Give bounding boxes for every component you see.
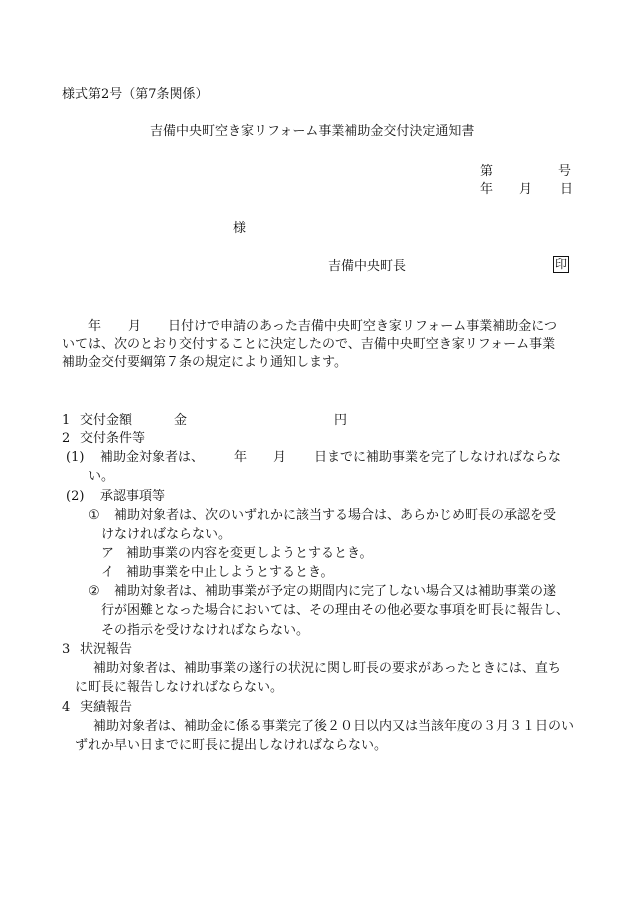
item2-number: 2 (62, 431, 71, 446)
item3-line1: 補助対象者は、補助事業の遂行の状況に関し町長の要求があったときには、直ち (93, 661, 561, 676)
item2-sub1-month: 月 (273, 450, 287, 465)
item2-c1-number: ① (88, 508, 100, 523)
date-day: 日 (560, 182, 574, 197)
number-prefix: 第 (480, 164, 494, 179)
item4-label: 実績報告 (80, 700, 133, 715)
item3-number: 3 (62, 642, 71, 657)
intro-line3: 補助金交付要綱第７条の規定により通知します。 (62, 355, 347, 370)
item3-label: 状況報告 (80, 642, 133, 657)
date-year: 年 (480, 182, 494, 197)
item4-line2: ずれか早い日までに町長に提出しなければならない。 (75, 738, 388, 753)
issuer: 吉備中央町長 (328, 259, 407, 274)
seal-stamp: 印 (554, 257, 567, 271)
item2-c1-a-text: 補助事業の内容を変更しようとするとき。 (126, 546, 373, 561)
item4-line1: 補助対象者は、補助金に係る事業完了後２０日以内又は当該年度の３月３１日のい (93, 719, 575, 734)
item2-c1-i-kana: イ (101, 565, 115, 580)
item4-number: 4 (62, 700, 71, 715)
item1-label: 交付金額 (80, 413, 133, 428)
item2-sub1-part-b: 日までに補助事業を完了しなければならな (314, 450, 562, 465)
item2-c1-line2: けなければならない。 (101, 527, 232, 542)
item2-sub2-number: (2) (66, 489, 85, 504)
item2-c2-line2: 行が困難となった場合においては、その理由その他必要な事項を町長に報告し、 (101, 603, 570, 618)
item3-line2: に町長に報告しなければならない。 (75, 680, 284, 695)
item2-c1-line1: 補助対象者は、次のいずれかに該当する場合は、あらかじめ町長の承認を受 (114, 508, 557, 523)
item2-c1-i-text: 補助事業を中止しようとするとき。 (126, 565, 334, 580)
item2-c2-line3: その指示を受けなければならない。 (101, 623, 310, 638)
item2-c1-a-kana: ア (101, 546, 115, 561)
item2-sub1-number: (1) (66, 450, 85, 465)
item2-sub1-year: 年 (234, 450, 248, 465)
item2-sub1-part-a: 補助金対象者は、 (100, 450, 205, 465)
addressee-honorific: 様 (233, 221, 247, 236)
item2-label: 交付条件等 (80, 431, 146, 446)
date-month: 月 (519, 182, 533, 197)
form-number: 様式第2号（第7条関係） (62, 87, 209, 102)
number-suffix: 号 (558, 164, 572, 179)
item2-c2-number: ② (88, 584, 100, 599)
item1-yen: 円 (334, 413, 348, 428)
item1-kin: 金 (174, 413, 188, 428)
intro-month: 月 (128, 319, 142, 334)
intro-line1: 日付けで申請のあった吉備中央町空き家リフォーム事業補助金につ (168, 319, 557, 334)
item2-c2-line1: 補助対象者は、補助事業が予定の期間内に完了しない場合又は補助事業の遂 (114, 584, 557, 599)
item2-sub2-label: 承認事項等 (100, 489, 166, 504)
intro-line2: いては、次のとおり交付することに決定したので、吉備中央町空き家リフォーム事業 (62, 337, 556, 352)
intro-year: 年 (88, 319, 102, 334)
item1-number: 1 (62, 413, 71, 428)
item2-sub1-line2: い。 (88, 469, 115, 484)
document-title: 吉備中央町空き家リフォーム事業補助金交付決定通知書 (150, 124, 475, 139)
